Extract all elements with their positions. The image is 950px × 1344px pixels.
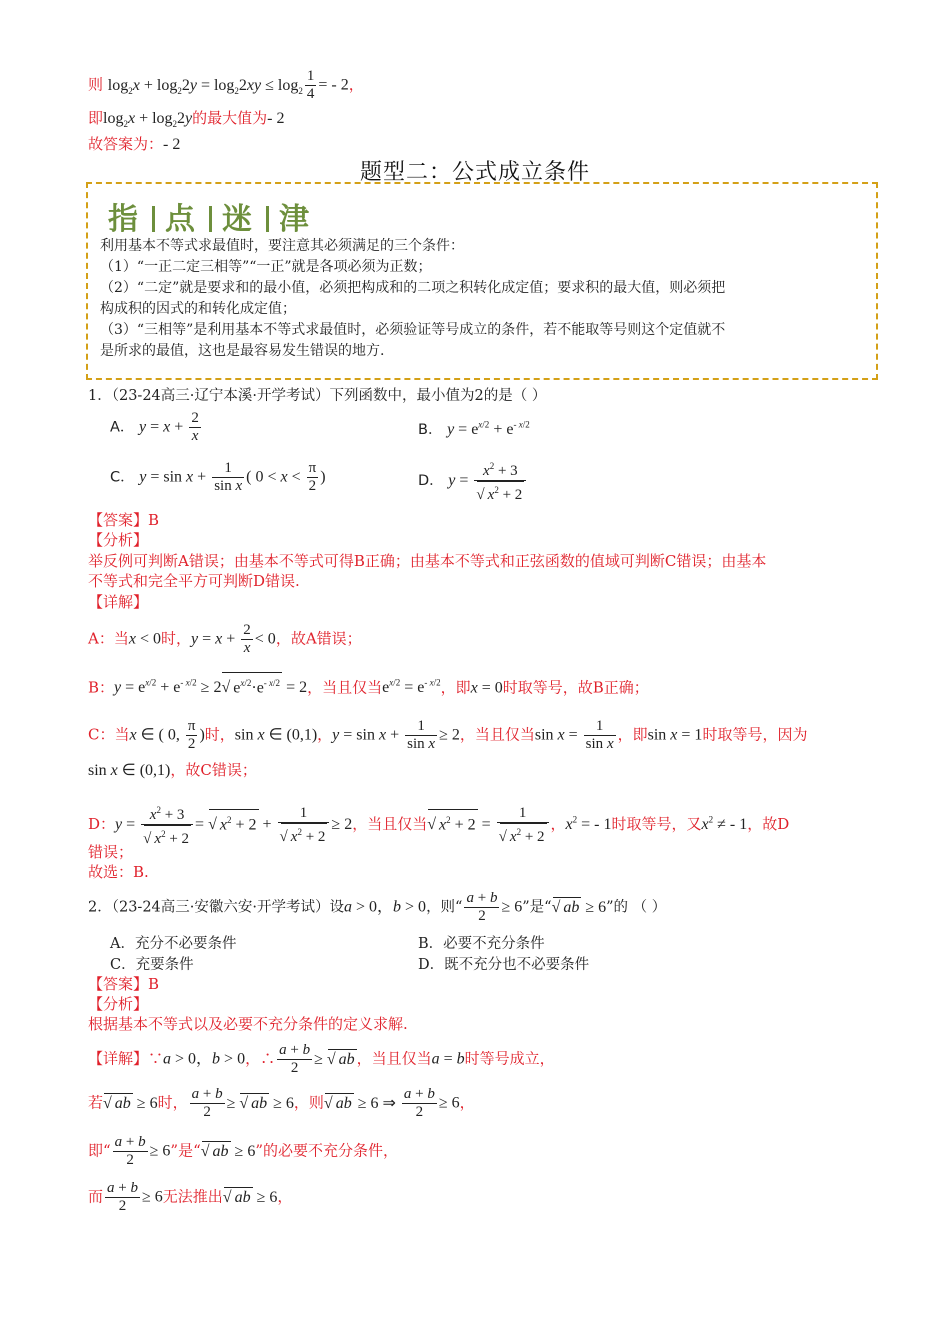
tips-logo-char-3: 迷 (222, 202, 256, 237)
q1-stem: 1．（23-24高三·辽宁本溪·开学考试）下列函数中，最小值为2的是（ ） (88, 388, 547, 404)
top-line-2 (88, 108, 285, 134)
top-line-3 (88, 134, 180, 155)
tips-logo-char-4: 津 (279, 202, 313, 237)
q2-detail-3: 即“ $\frac{a + b}{2}$ ≥ 6”是“√ ab ≥ 6”的必要不充分条件， (88, 1134, 398, 1169)
frac-one-quarter: $\frac{1}{4}$ (306, 68, 315, 102)
section-title: 题型二：公式成立条件 (359, 160, 590, 185)
q1-answer: 【答案】B (88, 511, 160, 529)
top-line-1: 则 $\log_2x + \log_22y = \log_22xy \le \log_2$ $\frac{1}{4}$ = - 2， (88, 68, 364, 102)
q1-detail-c-2: sin x ∈ (0,1)，故C错误； (88, 761, 257, 779)
tips-box (86, 182, 878, 380)
q1-conclusion: 故选：B. (88, 863, 149, 881)
tip-line-3: （2）“二定”就是要求和的最小值，必须把构成和的二项之积转化成定值；要求积的最大值，则必须把 (100, 280, 726, 296)
q1-analysis-label: 【分析】 (88, 531, 149, 549)
q2-analysis-label: 【分析】 (88, 995, 149, 1013)
tips-logo-char-1: 指 (108, 202, 142, 237)
tip-line-2: （1）“一正二定三相等”“一正”就是各项必须为正数； (100, 259, 432, 275)
tips-logo (108, 194, 313, 238)
top-line3-value: - 2 (163, 136, 181, 153)
q1-analysis-line-2: 不等式和完全平方可判断D错误. (88, 572, 300, 590)
top-line1-prefix: 则 (88, 75, 104, 94)
q1-option-b: B． $y = e^{x/2} + e^{- x/2}$ (418, 419, 530, 438)
tip-line-5: （3）“三相等”是利用基本不等式求最值时，必须验证等号成立的条件，若不能取等号则这个定值就不 (100, 322, 726, 338)
q2-option-d: D．既不充分也不必要条件 (418, 957, 590, 973)
q2-detail-1: 【详解】∵a > 0，b > 0，∴ $\frac{a + b}{2}$ ≥ √ ab ，当且仅当a = b时等号成立， (88, 1042, 555, 1077)
q1-analysis-line-1: 举反例可判断A错误；由基本不等式可得B正确；由基本不等式和正弦函数的值域可判断C错误；由基本 (88, 552, 767, 570)
tip-line-6: 是所求的最值，这也是最容易发生错误的地方. (100, 343, 385, 359)
q1-detail-a: A：当x < 0时，y = x + $\frac{2}{x}$ < 0，故A错误； (88, 622, 362, 656)
tips-logo-char-2: 点 (165, 202, 199, 237)
q2-option-a: A．充分不必要条件 (110, 936, 237, 952)
q2-answer: 【答案】B (88, 975, 160, 993)
formula-log-sum-2: $\log_2x + \log_22y$ (103, 110, 193, 130)
q1-detail-d: D：y = $x^2 + 3$ √ $x^2 + 2$ = √ $x^2 + 2$ + 1 √ $x^2 + 2$ ≥ 2，当且仅当√ $x^2 + 2$ = 1 √ $x^2 + 2$ ，$x^2$ = - 1时取等号，又$x^2$ ≠ - 1，故D (88, 802, 789, 848)
q2-option-c: C．充要条件 (110, 957, 194, 973)
q1-detail-d-2: 错误； (88, 843, 134, 861)
formula-log-sum: $\log_2x + \log_22y = \log_22xy \le \log_2$ (107, 76, 303, 96)
q2-detail-2: 若√ ab ≥ 6时， $\frac{a + b}{2}$ ≥ √ ab ≥ 6，则√ ab ≥ 6 ⇒ $\frac{a + b}{2}$ ≥ 6， (88, 1086, 475, 1121)
top-line2-suffix: 的最大值为 (192, 109, 268, 127)
q1-detail-b: B：$y = e^{x/2} + e^{- x/2} \ge 2√$ $e^{x/2}\cdot e^{- x/2} = 2$，当且仅当$e^{x/2} = e^{- x/2}$，即x = 0时取等号，故B正确； (88, 672, 649, 698)
q1-option-a: A． y = x + $\frac{2}{x}$ (110, 410, 199, 444)
top-line2-value: - 2 (267, 110, 285, 127)
q1-detail-c: C：当x ∈ ( 0, $\frac{\pi}{2}$ )时，sin x ∈ (0,1)，y = sin x + $\frac{1}{\text{sin x}}$ ≥ 2，当且仅当sin x = $\frac{1}{\text{sin x}}$ ，即sin x = 1时取等号，因为 (88, 718, 808, 752)
tip-line-4: 构成积的因式的和转化成定值； (100, 301, 296, 317)
tip-line-1: 利用基本不等式求最值时，要注意其必须满足的三个条件： (100, 238, 464, 254)
q2-analysis-line: 根据基本不等式以及必要不充分条件的定义求解. (88, 1015, 408, 1033)
q2-option-b: B．必要不充分条件 (418, 936, 545, 952)
q1-option-d: D． y = $x^2 + 3$ √ $x^2 + 2$ (418, 458, 528, 504)
q1-option-c: C． y = sin x + $\frac{1}{\text{sin x}}$ ( 0 < x < $\frac{\pi}{2}$ ) (110, 460, 326, 494)
top-line2-prefix: 即 (88, 109, 104, 127)
q1-detail-label: 【详解】 (88, 593, 149, 611)
q2-detail-4: 而 $\frac{a + b}{2}$ ≥ 6无法推出√ ab ≥ 6， (88, 1180, 292, 1215)
top-line3-text: 故答案为： (88, 135, 164, 153)
q2-stem: 2．（23-24高三·安徽六安·开学考试）设a > 0，b > 0，则“ $\frac{a + b}{2}$ ≥ 6”是“√ ab ≥ 6”的 （ ） (88, 890, 666, 925)
